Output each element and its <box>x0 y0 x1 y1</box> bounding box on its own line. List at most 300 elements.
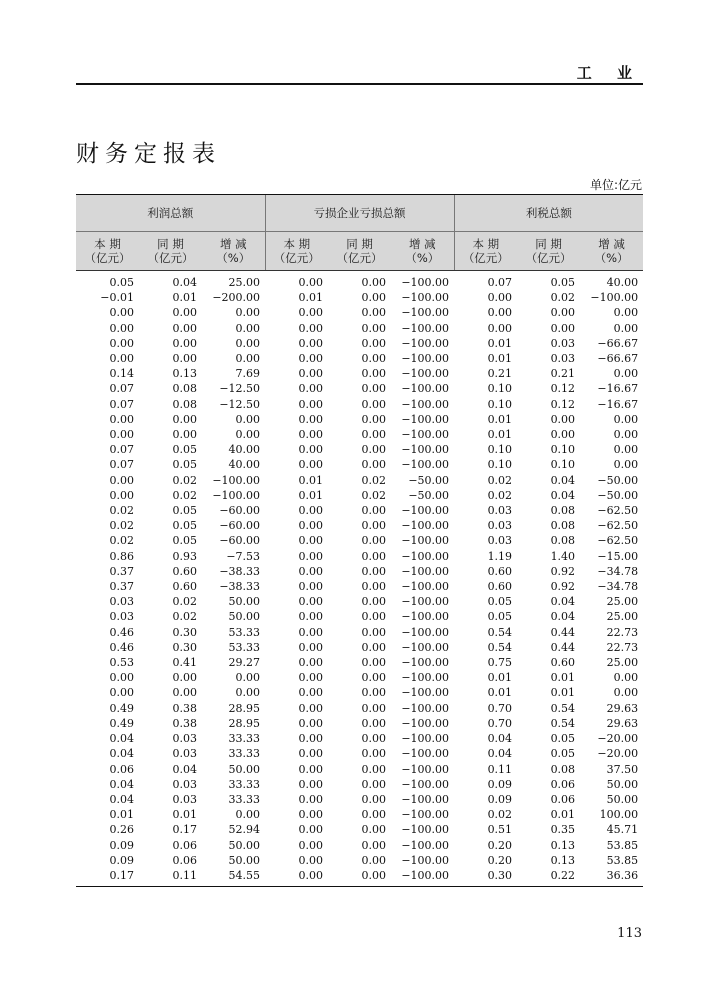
table-cell: 0.00 <box>361 352 387 366</box>
table-cell: 29.27 <box>228 656 261 670</box>
table-row <box>76 271 643 291</box>
table-row <box>76 457 643 472</box>
table-cell: 0.01 <box>550 686 576 700</box>
table-cell: 1.40 <box>550 549 576 563</box>
table-cell: −12.50 <box>219 397 261 411</box>
table-cell: −100.00 <box>401 823 450 837</box>
table-row <box>76 746 643 761</box>
sub-header-cell <box>328 232 391 271</box>
table-cell: 0.10 <box>487 382 513 396</box>
table-cell: 0.02 <box>361 473 387 487</box>
table-cell: 0.00 <box>298 443 324 457</box>
table-cell: 0.10 <box>487 397 513 411</box>
table-cell: 0.60 <box>487 580 513 594</box>
table-cell: 0.02 <box>487 808 513 822</box>
table-cell: 7.69 <box>235 367 261 381</box>
table-cell: 0.00 <box>109 488 134 502</box>
table-cell: 0.00 <box>298 321 324 335</box>
table-cell: 0.00 <box>298 610 324 624</box>
table-cell: 0.00 <box>172 671 197 685</box>
table-cell: −100.00 <box>401 792 450 806</box>
table-cell: 0.00 <box>361 564 387 578</box>
table-row <box>76 625 643 640</box>
table-cell: 0.00 <box>487 321 513 335</box>
sub-header-cell <box>202 232 265 271</box>
table-cell: 0.00 <box>328 868 391 887</box>
table-row <box>76 716 643 731</box>
table-cell: 0.00 <box>298 367 324 381</box>
table-cell: 0.04 <box>172 276 197 289</box>
table-cell: −100.00 <box>401 777 450 791</box>
table-cell: 0.08 <box>550 504 576 518</box>
table-cell: −100.00 <box>401 656 450 670</box>
table-cell: 0.04 <box>109 792 134 806</box>
table-cell: 36.36 <box>580 868 643 887</box>
table-cell: 50.00 <box>228 853 261 867</box>
table-cell: −100.00 <box>401 397 450 411</box>
table-cell: 0.00 <box>298 549 324 563</box>
table-cell: −50.00 <box>408 473 450 487</box>
table-row <box>76 503 643 518</box>
table-cell: 0.03 <box>109 595 134 609</box>
table-cell: 0.00 <box>361 610 387 624</box>
table-cell: 0.05 <box>550 747 576 761</box>
table-row <box>76 351 643 366</box>
table-cell: −200.00 <box>212 291 261 305</box>
table-row <box>76 853 643 868</box>
table-cell: 0.01 <box>298 473 324 487</box>
table-cell: 0.07 <box>109 382 134 396</box>
table-cell: 0.02 <box>172 610 197 624</box>
table-cell: 0.04 <box>109 732 134 746</box>
table-cell: 0.13 <box>550 838 576 852</box>
table-cell: 0.00 <box>361 336 387 350</box>
table-cell: −100.00 <box>401 853 450 867</box>
table-cell: 0.04 <box>109 747 134 761</box>
table-cell: 0.06 <box>550 777 576 791</box>
table-cell: 0.03 <box>172 732 197 746</box>
table-cell: 0.00 <box>361 549 387 563</box>
sub-header-label: 增 减 <box>408 237 436 251</box>
sub-header-label: 本 期 <box>94 237 121 251</box>
table-cell: 0.92 <box>550 580 576 594</box>
section-label: 工 业 <box>576 64 642 82</box>
table-cell: −100.00 <box>401 428 450 442</box>
table-cell: 0.00 <box>298 777 324 791</box>
table-row <box>76 807 643 822</box>
table-cell: 28.95 <box>228 701 261 715</box>
table-cell: 0.00 <box>613 306 639 320</box>
table-cell: 0.00 <box>361 534 387 548</box>
table-cell: 0.00 <box>361 276 387 289</box>
table-cell: 0.00 <box>361 732 387 746</box>
table-cell: 0.00 <box>298 534 324 548</box>
table-cell: 0.30 <box>172 640 197 654</box>
table-cell: 0.00 <box>109 321 134 335</box>
sub-header-cell <box>76 232 139 271</box>
table-cell: 0.07 <box>109 443 134 457</box>
table-cell: 0.00 <box>298 336 324 350</box>
table-cell: 0.12 <box>550 382 576 396</box>
table-cell: 0.60 <box>172 564 197 578</box>
table-cell: 0.00 <box>361 321 387 335</box>
table-cell: 0.00 <box>235 686 261 700</box>
table-cell: 0.00 <box>487 291 513 305</box>
sub-header-cell <box>391 232 454 271</box>
table-row <box>76 305 643 320</box>
table-cell: 0.00 <box>298 519 324 533</box>
table-cell: 53.85 <box>606 853 639 867</box>
table-cell: 0.00 <box>361 671 387 685</box>
sub-header-label: 增 减 <box>219 237 247 251</box>
table-row <box>76 549 643 564</box>
table-cell: 0.02 <box>550 291 576 305</box>
table-cell: 0.00 <box>109 428 134 442</box>
table-cell: 0.00 <box>361 428 387 442</box>
sub-header-unit: （亿元） <box>84 251 131 265</box>
table-cell: 0.08 <box>172 397 197 411</box>
table-cell: 0.13 <box>550 853 576 867</box>
table-cell: −100.00 <box>401 625 450 639</box>
table-row <box>76 762 643 777</box>
table-cell: −100.00 <box>401 534 450 548</box>
table-cell: 0.01 <box>487 428 513 442</box>
table-cell: 0.26 <box>109 823 134 837</box>
table-cell: 0.01 <box>550 808 576 822</box>
table-cell: 0.04 <box>550 488 576 502</box>
table-cell: 0.00 <box>109 336 134 350</box>
table-cell: 0.00 <box>361 808 387 822</box>
table-cell: 0.01 <box>550 671 576 685</box>
table-cell: 0.49 <box>109 716 134 730</box>
table-cell: −50.00 <box>408 488 450 502</box>
table-cell: 0.00 <box>298 701 324 715</box>
table-row <box>76 397 643 412</box>
table-cell: 0.00 <box>298 716 324 730</box>
table-cell: 0.00 <box>298 276 324 289</box>
table-cell: 0.00 <box>613 671 639 685</box>
table-cell: 0.60 <box>172 580 197 594</box>
table-cell: 0.00 <box>109 473 134 487</box>
table-cell: 33.33 <box>228 732 261 746</box>
table-cell: 0.00 <box>235 808 261 822</box>
table-cell: −100.00 <box>401 747 450 761</box>
table-cell: −100.00 <box>401 276 450 289</box>
table-cell: −100.00 <box>401 580 450 594</box>
table-cell: −100.00 <box>401 838 450 852</box>
sub-header-cell <box>454 232 517 271</box>
table-cell: −100.00 <box>401 686 450 700</box>
table-row <box>76 336 643 351</box>
table-cell: 0.70 <box>487 701 513 715</box>
table-cell: −100.00 <box>401 762 450 776</box>
table-row <box>76 868 643 887</box>
table-cell: 0.00 <box>298 792 324 806</box>
table-cell: 0.04 <box>550 473 576 487</box>
table-row <box>76 822 643 837</box>
table-cell: 0.37 <box>109 564 134 578</box>
sub-header-unit: （%） <box>594 251 629 265</box>
table-cell: 0.00 <box>298 504 324 518</box>
table-cell: 0.60 <box>550 656 576 670</box>
table-cell: 0.04 <box>550 610 576 624</box>
table-cell: 0.00 <box>298 412 324 426</box>
table-cell: 0.02 <box>172 595 197 609</box>
table-cell: 0.46 <box>109 640 134 654</box>
table-cell: 0.01 <box>487 336 513 350</box>
table-cell: 0.09 <box>109 853 134 867</box>
table-cell: −100.00 <box>212 488 261 502</box>
table-cell: 0.10 <box>550 443 576 457</box>
table-cell: 0.04 <box>487 747 513 761</box>
table-cell: 40.00 <box>606 276 639 289</box>
table-cell: 0.92 <box>550 564 576 578</box>
table-cell: 0.00 <box>361 747 387 761</box>
table-cell: 45.71 <box>606 823 639 837</box>
sub-header-label: 增 减 <box>598 237 625 251</box>
group-header-row <box>76 195 643 232</box>
table-cell: 0.02 <box>487 488 513 502</box>
table-cell: 50.00 <box>228 595 261 609</box>
table-row <box>76 579 643 594</box>
table-cell: 0.05 <box>487 595 513 609</box>
table-cell: 0.00 <box>109 352 134 366</box>
table-cell: 0.49 <box>109 701 134 715</box>
sub-header-label: 本 期 <box>283 237 311 251</box>
sub-header-label: 本 期 <box>472 237 500 251</box>
table-cell: 0.09 <box>487 792 513 806</box>
sub-header-row <box>76 232 643 271</box>
table-row <box>76 473 643 488</box>
table-cell: 0.75 <box>487 656 513 670</box>
sub-header-unit: （亿元） <box>462 251 509 265</box>
table-cell: −100.00 <box>401 808 450 822</box>
table-cell: −100.00 <box>401 458 450 472</box>
table-cell: −100.00 <box>401 504 450 518</box>
table-cell: 0.00 <box>550 321 576 335</box>
table-cell: −100.00 <box>401 564 450 578</box>
table-cell: −60.00 <box>219 519 261 533</box>
table-cell: 0.00 <box>361 823 387 837</box>
table-cell: 33.33 <box>228 792 261 806</box>
table-cell: 0.01 <box>487 412 513 426</box>
table-cell: 0.00 <box>298 747 324 761</box>
group-header-profit: 利润总额 <box>76 195 265 232</box>
table-cell: 40.00 <box>228 458 261 472</box>
table-row <box>76 685 643 700</box>
table-cell: 0.00 <box>172 412 197 426</box>
table-cell: 0.02 <box>172 473 197 487</box>
table-cell: 0.60 <box>487 564 513 578</box>
table-cell: 0.54 <box>487 625 513 639</box>
table-cell: 0.00 <box>361 397 387 411</box>
table-cell: 0.00 <box>361 291 387 305</box>
table-row <box>76 564 643 579</box>
table-cell: −100.00 <box>212 473 261 487</box>
table-cell: 0.00 <box>361 838 387 852</box>
table-cell: 0.54 <box>550 716 576 730</box>
table-cell: 0.00 <box>361 306 387 320</box>
table-row <box>76 655 643 670</box>
table-cell: 0.17 <box>76 868 139 887</box>
table-cell: 0.00 <box>361 519 387 533</box>
table-cell: 0.00 <box>298 397 324 411</box>
table-cell: 0.00 <box>613 321 639 335</box>
table-cell: 0.00 <box>298 838 324 852</box>
table-cell: 25.00 <box>606 656 639 670</box>
sub-header-cell <box>580 232 643 271</box>
table-row <box>76 442 643 457</box>
table-cell: −15.00 <box>597 549 639 563</box>
sub-header-unit: （%） <box>405 251 440 265</box>
table-cell: 0.00 <box>235 336 261 350</box>
table-cell: 54.55 <box>202 868 265 887</box>
table-cell: 0.07 <box>487 276 513 289</box>
table-cell: 0.41 <box>172 656 197 670</box>
table-cell: 0.00 <box>361 504 387 518</box>
table-cell: 0.00 <box>550 306 576 320</box>
table-cell: 0.00 <box>361 762 387 776</box>
table-cell: 0.09 <box>487 777 513 791</box>
sub-header-label: 同 期 <box>346 237 373 251</box>
table-cell: 0.03 <box>487 519 513 533</box>
table-cell: 100.00 <box>599 808 639 822</box>
table-cell: 0.30 <box>172 625 197 639</box>
table-cell: −100.00 <box>401 519 450 533</box>
table-row <box>76 321 643 336</box>
table-cell: 0.05 <box>550 732 576 746</box>
table-cell: 0.08 <box>550 519 576 533</box>
table-cell: 1.19 <box>487 549 513 563</box>
table-cell: 0.05 <box>172 519 197 533</box>
table-cell: 0.05 <box>550 276 576 289</box>
table-cell: 0.03 <box>172 747 197 761</box>
table-cell: 0.00 <box>361 777 387 791</box>
table-cell: −0.01 <box>100 291 134 305</box>
table-cell: 0.04 <box>487 732 513 746</box>
table-cell: −66.67 <box>597 352 639 366</box>
table-cell: 0.00 <box>361 686 387 700</box>
table-cell: 28.95 <box>228 716 261 730</box>
table-cell: 0.05 <box>172 458 197 472</box>
table-cell: 0.04 <box>109 777 134 791</box>
table-cell: −100.00 <box>401 701 450 715</box>
table-cell: 0.00 <box>235 306 261 320</box>
table-cell: −20.00 <box>597 732 639 746</box>
table-cell: 0.00 <box>361 625 387 639</box>
table-cell: 0.04 <box>172 762 197 776</box>
table-row <box>76 838 643 853</box>
table-cell: 0.30 <box>454 868 517 887</box>
table-cell: −100.00 <box>401 367 450 381</box>
table-cell: 0.01 <box>172 291 197 305</box>
table-row <box>76 777 643 792</box>
table-cell: −100.00 <box>401 595 450 609</box>
table-cell: 0.01 <box>487 352 513 366</box>
table-cell: 0.00 <box>298 428 324 442</box>
top-rule <box>76 83 643 85</box>
table-cell: 0.00 <box>613 367 639 381</box>
table-cell: 0.00 <box>298 564 324 578</box>
table-cell: 37.50 <box>606 762 639 776</box>
table-cell: 0.03 <box>550 352 576 366</box>
table-cell: 0.05 <box>172 443 197 457</box>
table-cell: 0.00 <box>298 808 324 822</box>
table-cell: 0.00 <box>298 382 324 396</box>
table-cell: 0.00 <box>361 640 387 654</box>
table-cell: 0.11 <box>487 762 513 776</box>
table-cell: 0.93 <box>172 549 197 563</box>
table-cell: 0.20 <box>487 838 513 852</box>
table-cell: 0.70 <box>487 716 513 730</box>
table-cell: −100.00 <box>401 336 450 350</box>
table-cell: 25.00 <box>228 276 261 289</box>
table-cell: 0.14 <box>109 367 134 381</box>
table-cell: 0.37 <box>109 580 134 594</box>
table-cell: −100.00 <box>391 868 454 887</box>
table-cell: 0.01 <box>298 291 324 305</box>
table-cell: 0.00 <box>235 352 261 366</box>
page-number: 113 <box>617 926 642 941</box>
table-row <box>76 701 643 716</box>
table-cell: 0.00 <box>298 352 324 366</box>
table-row <box>76 594 643 609</box>
table-cell: 0.54 <box>550 701 576 715</box>
table-row <box>76 533 643 548</box>
table-cell: 53.33 <box>228 625 261 639</box>
table-cell: 0.00 <box>298 640 324 654</box>
table-cell: −66.67 <box>597 336 639 350</box>
table-cell: 0.01 <box>487 686 513 700</box>
table-cell: 0.00 <box>361 412 387 426</box>
sub-header-cell <box>265 232 328 271</box>
table-cell: 0.44 <box>550 640 576 654</box>
table-cell: 0.00 <box>613 412 639 426</box>
table-cell: −12.50 <box>219 382 261 396</box>
table-cell: 0.00 <box>613 428 639 442</box>
table-cell: 22.73 <box>606 625 639 639</box>
table-cell: 0.00 <box>109 671 134 685</box>
table-cell: 0.22 <box>517 868 580 887</box>
table-cell: 0.09 <box>109 838 134 852</box>
table-row <box>76 412 643 427</box>
table-cell: 0.00 <box>172 306 197 320</box>
table-cell: −100.00 <box>401 716 450 730</box>
table-cell: 0.00 <box>361 792 387 806</box>
table-cell: 0.00 <box>613 443 639 457</box>
table-cell: 0.10 <box>487 443 513 457</box>
table-cell: 0.53 <box>109 656 134 670</box>
table-cell: −100.00 <box>401 549 450 563</box>
table-cell: 0.05 <box>487 610 513 624</box>
table-cell: 50.00 <box>606 792 639 806</box>
table-cell: 0.21 <box>550 367 576 381</box>
table-cell: 0.00 <box>109 412 134 426</box>
table-cell: 0.11 <box>139 868 202 887</box>
table-cell: 0.00 <box>298 306 324 320</box>
table-cell: 0.00 <box>298 625 324 639</box>
table-cell: 0.01 <box>172 808 197 822</box>
sub-header-unit: （亿元） <box>336 251 383 265</box>
table-cell: −16.67 <box>597 397 639 411</box>
table-row <box>76 366 643 381</box>
table-cell: 0.10 <box>487 458 513 472</box>
table-cell: −100.00 <box>401 382 450 396</box>
table-cell: 0.02 <box>109 534 134 548</box>
sub-header-unit: （%） <box>216 251 251 265</box>
table-cell: 0.00 <box>361 716 387 730</box>
table-cell: 50.00 <box>228 610 261 624</box>
